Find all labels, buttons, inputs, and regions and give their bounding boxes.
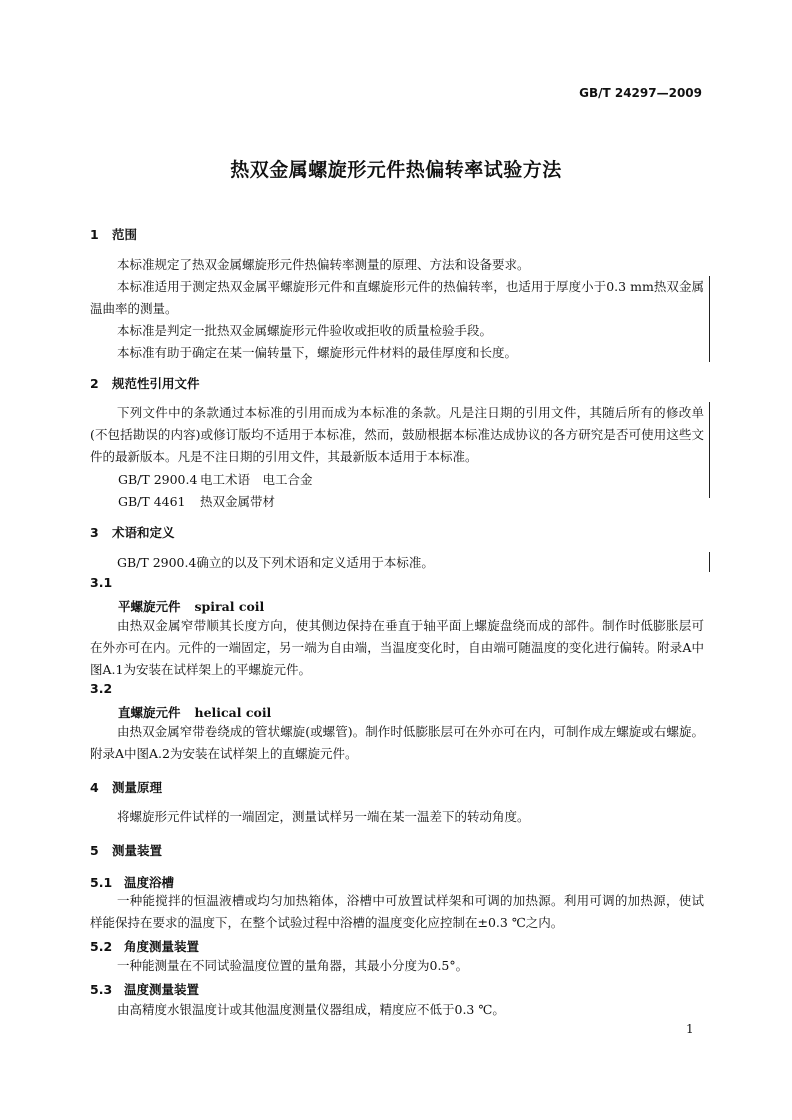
- standard-code: GB/T 24297—2009: [579, 86, 702, 100]
- paragraph: 一种能测量在不同试验温度位置的量角器，其最小分度为0.5°。: [117, 958, 469, 973]
- subsection-title: 角度测量装置: [124, 939, 200, 954]
- paragraph: 下列文件中的条款通过本标准的引用而成为本标准的条款。凡是注日期的引用文件，其随后所有的修改单(不包括勘误的内容)或修订版均不适用于本标准，然而，鼓励根据本标准达成协议的各方研究是否可使用这些文件的最新版本。凡是不注日期的引用文件，其最新版本适用于本标准。: [90, 405, 704, 464]
- reference-item: [118, 492, 275, 510]
- section-title: 测量装置: [112, 843, 163, 858]
- section-5-heading: [90, 841, 162, 859]
- subsection-title: 温度浴槽: [124, 875, 175, 890]
- section-title: 规范性引用文件: [112, 376, 200, 391]
- term-number: 3.1: [90, 575, 113, 590]
- reference-item: [118, 470, 313, 488]
- revision-bar: [709, 276, 710, 362]
- section-2-heading: [90, 374, 200, 392]
- section-1-heading: [90, 225, 137, 243]
- reference-name: 电工术语 电工合金: [200, 472, 313, 487]
- term-english: helical coil: [194, 705, 272, 720]
- paragraph: 本标准适用于测定热双金属平螺旋形元件和直螺旋形元件的热偏转率，也适用于厚度小于0.3 mm热双金属温曲率的测量。: [90, 279, 704, 316]
- subsection-number: 5.3: [90, 982, 113, 997]
- term-heading: [118, 703, 271, 721]
- section-4-heading: [90, 778, 162, 796]
- revision-bar: [709, 552, 710, 572]
- section-title: 范围: [112, 227, 138, 242]
- section-3-heading: [90, 523, 175, 541]
- reference-code: GB/T 2900.4: [118, 472, 198, 487]
- section-number: 3: [90, 525, 99, 540]
- term-heading: [118, 597, 264, 615]
- term-chinese: 直螺旋元件: [118, 705, 181, 720]
- section-number: 5: [90, 843, 99, 858]
- term-definition: 由热双金属窄带卷绕成的管状螺旋(或螺管)。制作时低膨胀层可在外亦可在内，可制作成左螺旋或右螺旋。附录A中图A.2为安装在试样架上的直螺旋元件。: [90, 724, 704, 761]
- term-number: 3.2: [90, 681, 113, 696]
- subsection-heading: [90, 873, 174, 891]
- page-number: 1: [686, 1022, 694, 1036]
- paragraph: 本标准规定了热双金属螺旋形元件热偏转率测量的原理、方法和设备要求。: [117, 257, 530, 272]
- reference-code: GB/T 4461: [118, 494, 186, 509]
- paragraph: 将螺旋形元件试样的一端固定，测量试样另一端在某一温差下的转动角度。: [117, 809, 530, 824]
- section-number: 2: [90, 376, 99, 391]
- section-title: 测量原理: [112, 780, 163, 795]
- subsection-heading: [90, 980, 199, 998]
- term-chinese: 平螺旋元件: [118, 599, 181, 614]
- subsection-title: 温度测量装置: [124, 982, 200, 997]
- subsection-number: 5.2: [90, 939, 113, 954]
- subsection-number: 5.1: [90, 875, 113, 890]
- reference-name: 热双金属带材: [200, 494, 276, 509]
- paragraph: 本标准是判定一批热双金属螺旋形元件验收或拒收的质量检验手段。: [117, 323, 493, 338]
- paragraph: 一种能搅拌的恒温液槽或均匀加热箱体，浴槽中可放置试样架和可调的加热源。利用可调的加热源，使试样能保持在要求的温度下，在整个试验过程中浴槽的温度变化应控制在±0.3 ℃之内。: [90, 893, 704, 930]
- section-number: 4: [90, 780, 99, 795]
- paragraph: 本标准有助于确定在某一偏转量下，螺旋形元件材料的最佳厚度和长度。: [117, 345, 518, 360]
- term-english: spiral coil: [194, 599, 265, 614]
- section-number: 1: [90, 227, 99, 242]
- revision-bar: [709, 402, 710, 498]
- paragraph: GB/T 2900.4确立的以及下列术语和定义适用于本标准。: [117, 555, 434, 570]
- term-definition: 由热双金属窄带顺其长度方向，使其侧边保持在垂直于轴平面上螺旋盘绕而成的部件。制作时低膨胀层可在外亦可在内。元件的一端固定，另一端为自由端，当温度变化时，自由端可随温度的变化进行偏转。附录A中图A.1为安装在试样架上的平螺旋元件。: [90, 618, 704, 677]
- subsection-heading: [90, 937, 199, 955]
- section-title: 术语和定义: [112, 525, 175, 540]
- paragraph: 由高精度水银温度计或其他温度测量仪器组成，精度应不低于0.3 ℃。: [117, 1002, 505, 1017]
- document-title: 热双金属螺旋形元件热偏转率试验方法: [230, 159, 562, 181]
